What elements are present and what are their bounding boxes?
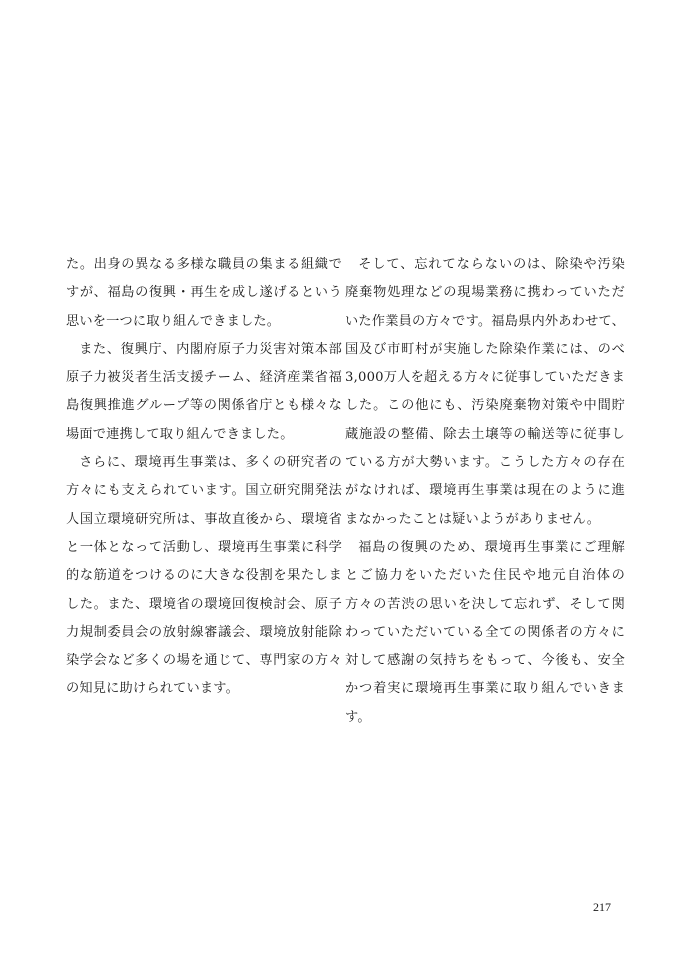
page-number: 217 bbox=[593, 900, 611, 914]
body-paragraph: また、復興庁、内閣府原子力災害対策本部原子力被災者生活支援チーム、経済産業省福島復興推進グループ等の関係省庁とも様々な場面で連携して取り組んできました。 bbox=[66, 341, 342, 442]
body-paragraph: そして、忘れてならないのは、除染や汚染廃棄物処理などの現場業務に携わっていただいた作業員の方々です。福島県内外あわせて、国及び市町村が実施した除染作業には、のべ3,000万人を超える方々に従事していただきました。この他にも、汚染廃棄物対策や中間貯蔵施設の整備、除去土壌等の輸送等に従事している方が大勢います。こうした方々の存在がなければ、環境再生事業は現在のように進まなかったことは疑いようがありません。 bbox=[345, 257, 625, 527]
left-text-column bbox=[66, 251, 342, 704]
right-text-column bbox=[345, 251, 625, 732]
body-paragraph: 福島の復興のため、環境再生事業にご理解とご協力をいただいた住民や地元自治体の方々の苦渋の思いを決して忘れず、そして関わっていただいている全ての関係者の方々に対して感謝の気持ちをもって、今後も、安全かつ着実に環境再生事業に取り組んでいきます。 bbox=[345, 539, 625, 725]
body-paragraph: た。出身の異なる多様な職員の集まる組織ですが、福島の復興・再生を成し遂げるという思いを一つに取り組んできました。 bbox=[66, 257, 342, 329]
body-paragraph: さらに、環境再生事業は、多くの研究者の方々にも支えられています。国立研究開発法人国立環境研究所は、事故直後から、環境省と一体となって活動し、環境再生事業に科学的な筋道をつけるのに大きな役割を果たしました。また、環境省の環境回復検討会、原子力規制委員会の放射線審議会、環境放射能除染学会など多くの場を通じて、専門家の方々の知見に助けられています。 bbox=[66, 455, 342, 697]
